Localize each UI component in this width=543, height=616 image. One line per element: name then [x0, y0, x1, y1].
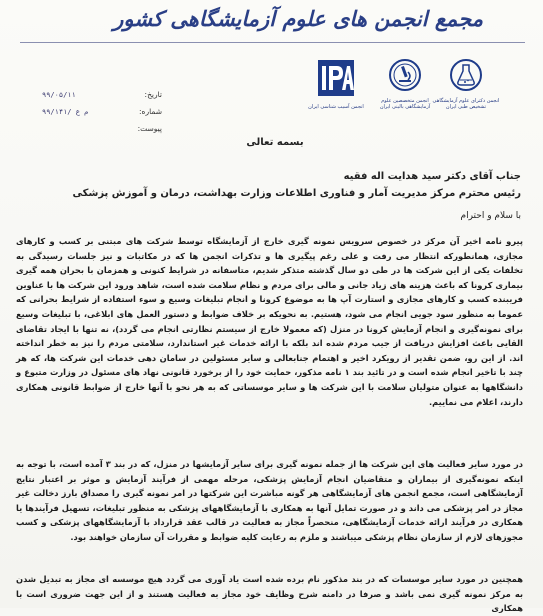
- date-value: ۹۹/۰۵/۱۱: [42, 90, 76, 99]
- ipa-logo-caption: انجمن آسیب شناسی ایران: [308, 104, 364, 110]
- ipa-logo: [300, 58, 372, 110]
- basmala: بسمه تعالی: [246, 137, 304, 148]
- greeting: با سلام و احترام: [460, 211, 521, 221]
- number-value: ۹۹/۱۴۱/ م ع: [42, 107, 89, 116]
- attachment-label: پیوست:: [137, 124, 162, 133]
- recipient-title: رئیس محترم مرکز مدیریت آمار و فناوری اطلاعات وزارت بهداشت، درمان و آموزش پزشکی: [72, 188, 521, 199]
- paragraph-1: پیرو نامه اخیر آن مرکز در خصوص سرویس نمونه گیری خارج از آزمایشگاه توسط شرکت های مبتنی بر کسب و کارهای مجازی، همانطورکه انتظار می رفت و علی رغم پیگیری ها و تذکرات انجمن ها که در مکاتبات و نیز جلسات رسیدگی به تخلفات یکی از این شرکت ها در طی دو سال گذشته متذکر شدیم، متاسفانه در شرایط کنونی و همزمان با بحران همه گیری بیماری کرونا که باعث هزینه های زیاد جانی و مالی برای مردم و نظام سلامت شده است، شاهد ورود این شرکت ها با عناوین فریبنده کسب و کارهای مجازی و استارت آپ ها به موضوع کرونا و انجام تبلیغات وسیع و سوء استفاده از شرایط بحرانی که عموما به منظور سود جویی انجام می شود، هستیم. به نحویکه بر خلاف ضوابط و دستور العمل های ابلاغی، با تبلیغات وسیع برای نمونه‌گیری و انجام آزمایش کرونا در منزل (که معمولا خارج از سیستم نظارتی انجام می گردد)، نه تنها با ایجاد تقاضای القایی باعث افزایش دریافت از جیب مردم شده اند بلکه با ارائه خدمات غیر استاندارد، سلامتی مردم را نیز به خطر انداخته اند. از این رو، ضمن تقدیر از رویکرد اخیر و اهتمام جنابعالی و سایر مسئولین در سامان دهی خدمات این شرکت ها، که هر چند با تاخیر انجام شده است و در تائید بند ۱ نامه مذکور، حمایت خود را از برخورد قانونی نهاد های مسئول در وزارت متبوع و دانشگاهها به عنوان متولیان سلامت با این شرکت ها و سایر موسساتی که به هر نحو با آنها خارج از ضوابط قانونی همکاری دارند، اعلام می نماییم.: [16, 236, 523, 407]
- paragraph-3: همچنین در مورد سایر موسسات که در بند مذکور نام برده شده است یاد آوری می گردد هیچ موسسه ای مجاز به تبدیل شدن به مرکز نمونه گیری نمی باشد و صرفا در دامنه شرح وظایف خود مجاز به فعالیت هستند و از این جهت ضروری است با همکاری: [16, 574, 523, 614]
- date-row: [42, 86, 162, 103]
- number-label: شماره:: [139, 107, 162, 116]
- letter-meta: [42, 86, 162, 137]
- number-row: [42, 103, 162, 120]
- organization-title: مجمع انجمن های علوم آزمایشگاهی کشور: [113, 6, 483, 31]
- paragraph-2: در مورد سایر فعالیت های این شرکت ها از جمله نمونه گیری برای سایر آزمایشها در منزل، که در بند ۳ آمده است، با توجه به اینکه نمونه‌گیری از بیماران و متقاضیان انجام آزمایش پزشکی، مرحله مهمی از فرآیند آزمایش و موثر بر اعتبار نتایج آزمایشگاهی است، مجمع انجمن های آزمایشگاهی هر گونه مباشرت این شرکتها در امر نمونه گیری را مصداق بارز دخالت غیر مجاز در امر پزشکی می داند و در صورت تمایل آنها به همکاری با آزمایشگاههای پزشکی به منظور تبلیغات، تسهیل فرآیندها یا همکاری در فرآیند ارائه خدمات آزمایشگاهی، منحصراً مجاز به فعالیت در قالب عقد قرارداد با آزمایشگاههای پزشکی و کسب مجوزهای لازم از سازمان نظام پزشکی میباشند و ملزم به رعایت کلیه ضوابط و مقررات آن سازمان خواهند بود.: [16, 459, 523, 542]
- medical-lab-logo-caption: انجمن متخصصین علوم آزمایشگاهی بالینی ایران: [379, 98, 431, 110]
- lab-doctors-logo-caption: انجمن دکترای علوم آزمایشگاهی تشخیص طبی ایران: [432, 98, 500, 110]
- ipa-logo-icon: [316, 58, 356, 98]
- addressee: [16, 168, 521, 202]
- recipient-name: جناب آقای دکتر سید هدایت اله فقیه: [343, 171, 521, 182]
- header-divider: [20, 42, 525, 43]
- microscope-seal-icon: [388, 58, 422, 92]
- attachment-row: [42, 120, 162, 137]
- date-label: تاریخ:: [144, 90, 162, 99]
- flask-seal-icon: [449, 58, 483, 92]
- lab-doctors-logo: [425, 58, 507, 110]
